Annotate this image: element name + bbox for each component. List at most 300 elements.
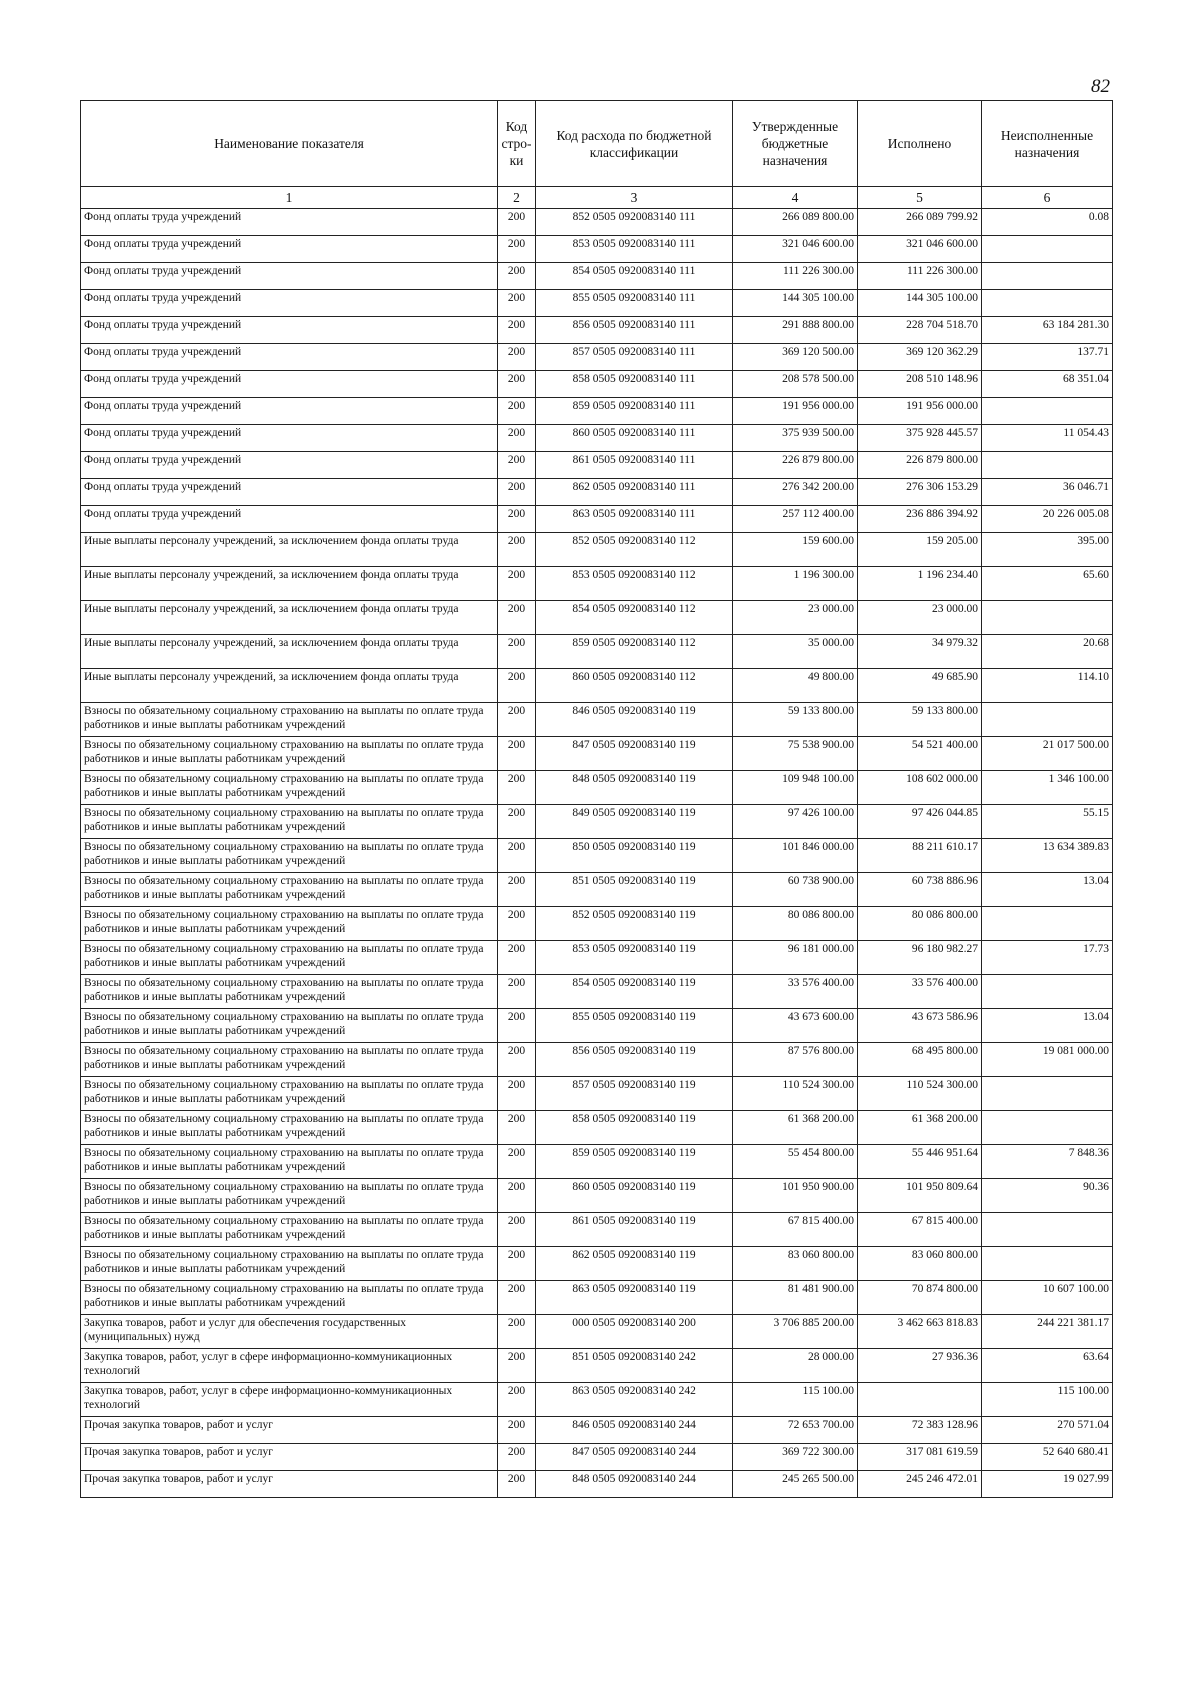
executed-amount-cell: 266 089 799.92 (858, 209, 982, 236)
line-code-cell: 200 (498, 703, 536, 737)
header-executed: Исполнено (858, 101, 982, 187)
executed-amount-cell: 208 510 148.96 (858, 371, 982, 398)
expense-code-cell: 861 0505 0920083140 119 (536, 1213, 733, 1247)
executed-amount-cell: 67 815 400.00 (858, 1213, 982, 1247)
line-code-cell: 200 (498, 1315, 536, 1349)
expense-code-cell: 859 0505 0920083140 119 (536, 1145, 733, 1179)
table-row (81, 1213, 1113, 1247)
header-indicator-name: Наименование показателя (81, 101, 498, 187)
executed-amount-cell: 70 874 800.00 (858, 1281, 982, 1315)
line-code-cell: 200 (498, 263, 536, 290)
unexecuted-amount-cell (982, 398, 1113, 425)
unexecuted-amount-cell (982, 236, 1113, 263)
approved-amount-cell: 110 524 300.00 (733, 1077, 858, 1111)
indicator-name-cell: Иные выплаты персоналу учреждений, за исключением фонда оплаты труда (81, 669, 498, 703)
expense-code-cell: 862 0505 0920083140 119 (536, 1247, 733, 1281)
table-row (81, 425, 1113, 452)
executed-amount-cell: 108 602 000.00 (858, 771, 982, 805)
executed-amount-cell: 83 060 800.00 (858, 1247, 982, 1281)
column-number: 3 (536, 187, 733, 209)
executed-amount-cell: 245 246 472.01 (858, 1471, 982, 1498)
indicator-name-cell: Иные выплаты персоналу учреждений, за исключением фонда оплаты труда (81, 567, 498, 601)
executed-amount-cell: 59 133 800.00 (858, 703, 982, 737)
executed-amount-cell: 27 936.36 (858, 1349, 982, 1383)
approved-amount-cell: 35 000.00 (733, 635, 858, 669)
approved-amount-cell: 80 086 800.00 (733, 907, 858, 941)
unexecuted-amount-cell: 270 571.04 (982, 1417, 1113, 1444)
indicator-name-cell: Прочая закупка товаров, работ и услуг (81, 1471, 498, 1498)
indicator-name-cell: Взносы по обязательному социальному страхованию на выплаты по оплате труда работников и иные выплаты работникам учреждений (81, 873, 498, 907)
unexecuted-amount-cell: 55.15 (982, 805, 1113, 839)
unexecuted-amount-cell: 11 054.43 (982, 425, 1113, 452)
approved-amount-cell: 257 112 400.00 (733, 506, 858, 533)
unexecuted-amount-cell: 137.71 (982, 344, 1113, 371)
table-row (81, 1043, 1113, 1077)
executed-amount-cell: 54 521 400.00 (858, 737, 982, 771)
approved-amount-cell: 266 089 800.00 (733, 209, 858, 236)
unexecuted-amount-cell: 10 607 100.00 (982, 1281, 1113, 1315)
indicator-name-cell: Закупка товаров, работ, услуг в сфере информационно-коммуникационных технологий (81, 1349, 498, 1383)
indicator-name-cell: Взносы по обязательному социальному страхованию на выплаты по оплате труда работников и иные выплаты работникам учреждений (81, 737, 498, 771)
table-row (81, 1281, 1113, 1315)
approved-amount-cell: 87 576 800.00 (733, 1043, 858, 1077)
line-code-cell: 200 (498, 1077, 536, 1111)
table-row (81, 1145, 1113, 1179)
expense-code-cell: 858 0505 0920083140 111 (536, 371, 733, 398)
table-row (81, 263, 1113, 290)
approved-amount-cell: 33 576 400.00 (733, 975, 858, 1009)
header-line-code: Код стро-ки (498, 101, 536, 187)
executed-amount-cell: 276 306 153.29 (858, 479, 982, 506)
expense-code-cell: 860 0505 0920083140 111 (536, 425, 733, 452)
expense-code-cell: 853 0505 0920083140 119 (536, 941, 733, 975)
unexecuted-amount-cell (982, 290, 1113, 317)
table-row (81, 669, 1113, 703)
indicator-name-cell: Взносы по обязательному социальному страхованию на выплаты по оплате труда работников и иные выплаты работникам учреждений (81, 1281, 498, 1315)
indicator-name-cell: Фонд оплаты труда учреждений (81, 425, 498, 452)
approved-amount-cell: 276 342 200.00 (733, 479, 858, 506)
table-row (81, 236, 1113, 263)
expense-code-cell: 848 0505 0920083140 244 (536, 1471, 733, 1498)
approved-amount-cell: 96 181 000.00 (733, 941, 858, 975)
approved-amount-cell: 144 305 100.00 (733, 290, 858, 317)
line-code-cell: 200 (498, 1281, 536, 1315)
expense-code-cell: 858 0505 0920083140 119 (536, 1111, 733, 1145)
line-code-cell: 200 (498, 209, 536, 236)
line-code-cell: 200 (498, 771, 536, 805)
expense-code-cell: 846 0505 0920083140 119 (536, 703, 733, 737)
line-code-cell: 200 (498, 290, 536, 317)
table-row (81, 873, 1113, 907)
column-number: 5 (858, 187, 982, 209)
unexecuted-amount-cell: 20 226 005.08 (982, 506, 1113, 533)
indicator-name-cell: Фонд оплаты труда учреждений (81, 290, 498, 317)
executed-amount-cell: 55 446 951.64 (858, 1145, 982, 1179)
expense-code-cell: 856 0505 0920083140 119 (536, 1043, 733, 1077)
approved-amount-cell: 369 120 500.00 (733, 344, 858, 371)
executed-amount-cell: 191 956 000.00 (858, 398, 982, 425)
table-row (81, 317, 1113, 344)
unexecuted-amount-cell: 1 346 100.00 (982, 771, 1113, 805)
line-code-cell: 200 (498, 1444, 536, 1471)
table-row (81, 635, 1113, 669)
executed-amount-cell: 34 979.32 (858, 635, 982, 669)
unexecuted-amount-cell (982, 1247, 1113, 1281)
indicator-name-cell: Фонд оплаты труда учреждений (81, 479, 498, 506)
expense-code-cell: 851 0505 0920083140 242 (536, 1349, 733, 1383)
unexecuted-amount-cell: 395.00 (982, 533, 1113, 567)
line-code-cell: 200 (498, 1145, 536, 1179)
line-code-cell: 200 (498, 533, 536, 567)
unexecuted-amount-cell: 21 017 500.00 (982, 737, 1113, 771)
budget-execution-table (80, 100, 1113, 1498)
approved-amount-cell: 28 000.00 (733, 1349, 858, 1383)
unexecuted-amount-cell: 68 351.04 (982, 371, 1113, 398)
indicator-name-cell: Взносы по обязательному социальному страхованию на выплаты по оплате труда работников и иные выплаты работникам учреждений (81, 771, 498, 805)
executed-amount-cell: 88 211 610.17 (858, 839, 982, 873)
unexecuted-amount-cell: 65.60 (982, 567, 1113, 601)
column-number: 2 (498, 187, 536, 209)
table-row (81, 533, 1113, 567)
indicator-name-cell: Закупка товаров, работ, услуг в сфере информационно-коммуникационных технологий (81, 1383, 498, 1417)
line-code-cell: 200 (498, 398, 536, 425)
indicator-name-cell: Взносы по обязательному социальному страхованию на выплаты по оплате труда работников и иные выплаты работникам учреждений (81, 1179, 498, 1213)
unexecuted-amount-cell: 114.10 (982, 669, 1113, 703)
line-code-cell: 200 (498, 1009, 536, 1043)
indicator-name-cell: Фонд оплаты труда учреждений (81, 209, 498, 236)
table-row (81, 1315, 1113, 1349)
expense-code-cell: 852 0505 0920083140 111 (536, 209, 733, 236)
unexecuted-amount-cell (982, 452, 1113, 479)
expense-code-cell: 857 0505 0920083140 111 (536, 344, 733, 371)
expense-code-cell: 860 0505 0920083140 112 (536, 669, 733, 703)
approved-amount-cell: 291 888 800.00 (733, 317, 858, 344)
expense-code-cell: 859 0505 0920083140 111 (536, 398, 733, 425)
indicator-name-cell: Фонд оплаты труда учреждений (81, 236, 498, 263)
indicator-name-cell: Фонд оплаты труда учреждений (81, 263, 498, 290)
line-code-cell: 200 (498, 1349, 536, 1383)
executed-amount-cell: 159 205.00 (858, 533, 982, 567)
expense-code-cell: 861 0505 0920083140 111 (536, 452, 733, 479)
approved-amount-cell: 245 265 500.00 (733, 1471, 858, 1498)
unexecuted-amount-cell (982, 601, 1113, 635)
indicator-name-cell: Фонд оплаты труда учреждений (81, 371, 498, 398)
approved-amount-cell: 23 000.00 (733, 601, 858, 635)
unexecuted-amount-cell: 7 848.36 (982, 1145, 1113, 1179)
line-code-cell: 200 (498, 1043, 536, 1077)
approved-amount-cell: 191 956 000.00 (733, 398, 858, 425)
line-code-cell: 200 (498, 344, 536, 371)
approved-amount-cell: 111 226 300.00 (733, 263, 858, 290)
approved-amount-cell: 43 673 600.00 (733, 1009, 858, 1043)
table-row (81, 771, 1113, 805)
expense-code-cell: 859 0505 0920083140 112 (536, 635, 733, 669)
approved-amount-cell: 321 046 600.00 (733, 236, 858, 263)
indicator-name-cell: Взносы по обязательному социальному страхованию на выплаты по оплате труда работников и иные выплаты работникам учреждений (81, 1077, 498, 1111)
line-code-cell: 200 (498, 371, 536, 398)
approved-amount-cell: 67 815 400.00 (733, 1213, 858, 1247)
expense-code-cell: 849 0505 0920083140 119 (536, 805, 733, 839)
approved-amount-cell: 375 939 500.00 (733, 425, 858, 452)
executed-amount-cell: 375 928 445.57 (858, 425, 982, 452)
executed-amount-cell: 228 704 518.70 (858, 317, 982, 344)
indicator-name-cell: Фонд оплаты труда учреждений (81, 398, 498, 425)
column-number-row (81, 187, 1113, 209)
indicator-name-cell: Взносы по обязательному социальному страхованию на выплаты по оплате труда работников и иные выплаты работникам учреждений (81, 839, 498, 873)
indicator-name-cell: Фонд оплаты труда учреждений (81, 344, 498, 371)
table-row (81, 1349, 1113, 1383)
unexecuted-amount-cell (982, 263, 1113, 290)
table-row (81, 506, 1113, 533)
expense-code-cell: 852 0505 0920083140 112 (536, 533, 733, 567)
expense-code-cell: 848 0505 0920083140 119 (536, 771, 733, 805)
approved-amount-cell: 226 879 800.00 (733, 452, 858, 479)
executed-amount-cell (858, 1383, 982, 1417)
table-row (81, 975, 1113, 1009)
expense-code-cell: 851 0505 0920083140 119 (536, 873, 733, 907)
approved-amount-cell: 83 060 800.00 (733, 1247, 858, 1281)
header-approved: Утвержденные бюджетные назначения (733, 101, 858, 187)
approved-amount-cell: 59 133 800.00 (733, 703, 858, 737)
table-row (81, 1417, 1113, 1444)
table-row (81, 703, 1113, 737)
expense-code-cell: 863 0505 0920083140 242 (536, 1383, 733, 1417)
executed-amount-cell: 321 046 600.00 (858, 236, 982, 263)
executed-amount-cell: 80 086 800.00 (858, 907, 982, 941)
approved-amount-cell: 159 600.00 (733, 533, 858, 567)
table-row (81, 1179, 1113, 1213)
table-row (81, 907, 1113, 941)
executed-amount-cell: 111 226 300.00 (858, 263, 982, 290)
unexecuted-amount-cell: 36 046.71 (982, 479, 1113, 506)
expense-code-cell: 854 0505 0920083140 111 (536, 263, 733, 290)
executed-amount-cell: 72 383 128.96 (858, 1417, 982, 1444)
indicator-name-cell: Иные выплаты персоналу учреждений, за исключением фонда оплаты труда (81, 533, 498, 567)
table-row (81, 941, 1113, 975)
executed-amount-cell: 68 495 800.00 (858, 1043, 982, 1077)
executed-amount-cell: 33 576 400.00 (858, 975, 982, 1009)
line-code-cell: 200 (498, 1247, 536, 1281)
expense-code-cell: 852 0505 0920083140 119 (536, 907, 733, 941)
header-unexecuted: Неисполненные назначения (982, 101, 1113, 187)
indicator-name-cell: Фонд оплаты труда учреждений (81, 506, 498, 533)
unexecuted-amount-cell: 0.08 (982, 209, 1113, 236)
line-code-cell: 200 (498, 601, 536, 635)
executed-amount-cell: 317 081 619.59 (858, 1444, 982, 1471)
line-code-cell: 200 (498, 941, 536, 975)
line-code-cell: 200 (498, 839, 536, 873)
unexecuted-amount-cell (982, 975, 1113, 1009)
indicator-name-cell: Взносы по обязательному социальному страхованию на выплаты по оплате труда работников и иные выплаты работникам учреждений (81, 703, 498, 737)
executed-amount-cell: 49 685.90 (858, 669, 982, 703)
unexecuted-amount-cell (982, 1077, 1113, 1111)
unexecuted-amount-cell: 63.64 (982, 1349, 1113, 1383)
table-row (81, 1444, 1113, 1471)
expense-code-cell: 846 0505 0920083140 244 (536, 1417, 733, 1444)
executed-amount-cell: 61 368 200.00 (858, 1111, 982, 1145)
line-code-cell: 200 (498, 425, 536, 452)
line-code-cell: 200 (498, 567, 536, 601)
table-row (81, 1111, 1113, 1145)
unexecuted-amount-cell: 115 100.00 (982, 1383, 1113, 1417)
unexecuted-amount-cell (982, 907, 1113, 941)
unexecuted-amount-cell: 19 081 000.00 (982, 1043, 1113, 1077)
expense-code-cell: 854 0505 0920083140 119 (536, 975, 733, 1009)
table-row (81, 371, 1113, 398)
indicator-name-cell: Прочая закупка товаров, работ и услуг (81, 1444, 498, 1471)
expense-code-cell: 857 0505 0920083140 119 (536, 1077, 733, 1111)
executed-amount-cell: 97 426 044.85 (858, 805, 982, 839)
table-row (81, 567, 1113, 601)
table-row (81, 737, 1113, 771)
expense-code-cell: 853 0505 0920083140 111 (536, 236, 733, 263)
table-row (81, 601, 1113, 635)
approved-amount-cell: 55 454 800.00 (733, 1145, 858, 1179)
table-row (81, 1383, 1113, 1417)
table-body (81, 209, 1113, 1498)
expense-code-cell: 863 0505 0920083140 111 (536, 506, 733, 533)
line-code-cell: 200 (498, 737, 536, 771)
expense-code-cell: 847 0505 0920083140 244 (536, 1444, 733, 1471)
unexecuted-amount-cell: 19 027.99 (982, 1471, 1113, 1498)
approved-amount-cell: 60 738 900.00 (733, 873, 858, 907)
approved-amount-cell: 61 368 200.00 (733, 1111, 858, 1145)
table-row (81, 839, 1113, 873)
unexecuted-amount-cell (982, 1213, 1113, 1247)
table-row (81, 1009, 1113, 1043)
indicator-name-cell: Прочая закупка товаров, работ и услуг (81, 1417, 498, 1444)
expense-code-cell: 850 0505 0920083140 119 (536, 839, 733, 873)
executed-amount-cell: 144 305 100.00 (858, 290, 982, 317)
table-row (81, 290, 1113, 317)
table-row (81, 452, 1113, 479)
executed-amount-cell: 236 886 394.92 (858, 506, 982, 533)
line-code-cell: 200 (498, 452, 536, 479)
indicator-name-cell: Взносы по обязательному социальному страхованию на выплаты по оплате труда работников и иные выплаты работникам учреждений (81, 941, 498, 975)
unexecuted-amount-cell: 13.04 (982, 873, 1113, 907)
indicator-name-cell: Взносы по обязательному социальному страхованию на выплаты по оплате труда работников и иные выплаты работникам учреждений (81, 1213, 498, 1247)
expense-code-cell: 860 0505 0920083140 119 (536, 1179, 733, 1213)
line-code-cell: 200 (498, 317, 536, 344)
approved-amount-cell: 115 100.00 (733, 1383, 858, 1417)
unexecuted-amount-cell: 90.36 (982, 1179, 1113, 1213)
unexecuted-amount-cell (982, 703, 1113, 737)
table-row (81, 344, 1113, 371)
indicator-name-cell: Закупка товаров, работ и услуг для обеспечения государственных (муниципальных) нужд (81, 1315, 498, 1349)
indicator-name-cell: Иные выплаты персоналу учреждений, за исключением фонда оплаты труда (81, 635, 498, 669)
approved-amount-cell: 81 481 900.00 (733, 1281, 858, 1315)
line-code-cell: 200 (498, 479, 536, 506)
unexecuted-amount-cell: 17.73 (982, 941, 1113, 975)
column-number: 6 (982, 187, 1113, 209)
unexecuted-amount-cell (982, 1111, 1113, 1145)
approved-amount-cell: 49 800.00 (733, 669, 858, 703)
table-row (81, 398, 1113, 425)
line-code-cell: 200 (498, 873, 536, 907)
line-code-cell: 200 (498, 1417, 536, 1444)
expense-code-cell: 855 0505 0920083140 119 (536, 1009, 733, 1043)
line-code-cell: 200 (498, 1111, 536, 1145)
expense-code-cell: 856 0505 0920083140 111 (536, 317, 733, 344)
indicator-name-cell: Взносы по обязательному социальному страхованию на выплаты по оплате труда работников и иные выплаты работникам учреждений (81, 975, 498, 1009)
approved-amount-cell: 101 950 900.00 (733, 1179, 858, 1213)
line-code-cell: 200 (498, 635, 536, 669)
approved-amount-cell: 1 196 300.00 (733, 567, 858, 601)
approved-amount-cell: 75 538 900.00 (733, 737, 858, 771)
executed-amount-cell: 43 673 586.96 (858, 1009, 982, 1043)
column-number: 4 (733, 187, 858, 209)
unexecuted-amount-cell: 20.68 (982, 635, 1113, 669)
expense-code-cell: 855 0505 0920083140 111 (536, 290, 733, 317)
approved-amount-cell: 369 722 300.00 (733, 1444, 858, 1471)
indicator-name-cell: Взносы по обязательному социальному страхованию на выплаты по оплате труда работников и иные выплаты работникам учреждений (81, 805, 498, 839)
indicator-name-cell: Фонд оплаты труда учреждений (81, 452, 498, 479)
indicator-name-cell: Взносы по обязательному социальному страхованию на выплаты по оплате труда работников и иные выплаты работникам учреждений (81, 1009, 498, 1043)
page-number: 82 (1091, 76, 1110, 97)
table-row (81, 1471, 1113, 1498)
unexecuted-amount-cell: 63 184 281.30 (982, 317, 1113, 344)
line-code-cell: 200 (498, 506, 536, 533)
line-code-cell: 200 (498, 669, 536, 703)
executed-amount-cell: 101 950 809.64 (858, 1179, 982, 1213)
unexecuted-amount-cell: 13.04 (982, 1009, 1113, 1043)
unexecuted-amount-cell: 52 640 680.41 (982, 1444, 1113, 1471)
expense-code-cell: 847 0505 0920083140 119 (536, 737, 733, 771)
indicator-name-cell: Взносы по обязательному социальному страхованию на выплаты по оплате труда работников и иные выплаты работникам учреждений (81, 1247, 498, 1281)
line-code-cell: 200 (498, 907, 536, 941)
table-row (81, 479, 1113, 506)
expense-code-cell: 862 0505 0920083140 111 (536, 479, 733, 506)
approved-amount-cell: 3 706 885 200.00 (733, 1315, 858, 1349)
indicator-name-cell: Взносы по обязательному социальному страхованию на выплаты по оплате труда работников и иные выплаты работникам учреждений (81, 1111, 498, 1145)
approved-amount-cell: 72 653 700.00 (733, 1417, 858, 1444)
table-row (81, 805, 1113, 839)
executed-amount-cell: 60 738 886.96 (858, 873, 982, 907)
unexecuted-amount-cell: 13 634 389.83 (982, 839, 1113, 873)
table-row (81, 1077, 1113, 1111)
expense-code-cell: 853 0505 0920083140 112 (536, 567, 733, 601)
expense-code-cell: 854 0505 0920083140 112 (536, 601, 733, 635)
executed-amount-cell: 369 120 362.29 (858, 344, 982, 371)
line-code-cell: 200 (498, 1383, 536, 1417)
approved-amount-cell: 101 846 000.00 (733, 839, 858, 873)
approved-amount-cell: 109 948 100.00 (733, 771, 858, 805)
executed-amount-cell: 1 196 234.40 (858, 567, 982, 601)
line-code-cell: 200 (498, 1179, 536, 1213)
header-expense-code: Код расхода по бюджетной классификации (536, 101, 733, 187)
approved-amount-cell: 208 578 500.00 (733, 371, 858, 398)
expense-code-cell: 863 0505 0920083140 119 (536, 1281, 733, 1315)
indicator-name-cell: Взносы по обязательному социальному страхованию на выплаты по оплате труда работников и иные выплаты работникам учреждений (81, 907, 498, 941)
line-code-cell: 200 (498, 975, 536, 1009)
indicator-name-cell: Взносы по обязательному социальному страхованию на выплаты по оплате труда работников и иные выплаты работникам учреждений (81, 1043, 498, 1077)
line-code-cell: 200 (498, 236, 536, 263)
executed-amount-cell: 23 000.00 (858, 601, 982, 635)
column-number: 1 (81, 187, 498, 209)
approved-amount-cell: 97 426 100.00 (733, 805, 858, 839)
line-code-cell: 200 (498, 1213, 536, 1247)
line-code-cell: 200 (498, 1471, 536, 1498)
table-row (81, 209, 1113, 236)
expense-code-cell: 000 0505 0920083140 200 (536, 1315, 733, 1349)
indicator-name-cell: Взносы по обязательному социальному страхованию на выплаты по оплате труда работников и иные выплаты работникам учреждений (81, 1145, 498, 1179)
executed-amount-cell: 3 462 663 818.83 (858, 1315, 982, 1349)
executed-amount-cell: 226 879 800.00 (858, 452, 982, 479)
header-row (81, 101, 1113, 187)
executed-amount-cell: 110 524 300.00 (858, 1077, 982, 1111)
table-row (81, 1247, 1113, 1281)
unexecuted-amount-cell: 244 221 381.17 (982, 1315, 1113, 1349)
